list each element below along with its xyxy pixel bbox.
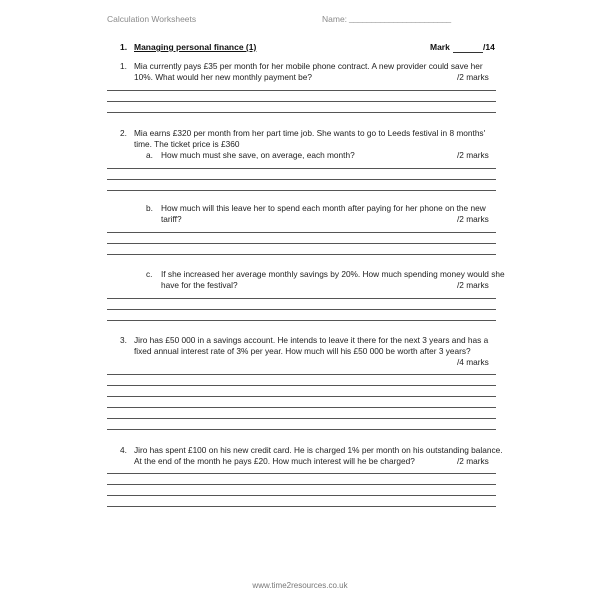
question-2-line-1: Mia earns £320 per month from her part time job. She wants to go to Leeds festival in 8 months'	[134, 128, 486, 138]
section-number: 1.	[120, 42, 128, 52]
question-3-line-2: fixed annual interest rate of 3% per year. How much will his £50 000 be worth after 3 years?	[134, 346, 471, 356]
question-4-line-1: Jiro has spent £100 on his new credit card. He is charged 1% per month on his outstanding balance.	[134, 445, 503, 455]
question-2a-marks: /2 marks	[457, 150, 489, 160]
question-3-number: 3.	[120, 335, 127, 345]
question-3-line-1: Jiro has £50 000 in a savings account. He intends to leave it there for the next 3 years and has a	[134, 335, 489, 345]
question-1-line-2: 10%. What would her new monthly payment be?	[134, 72, 313, 82]
question-2b-line-2: tariff?	[161, 214, 182, 224]
answer-line[interactable]	[107, 506, 496, 507]
answer-line[interactable]	[107, 243, 496, 244]
question-2c-line-2: have for the festival?	[161, 280, 238, 290]
answer-line[interactable]	[107, 101, 496, 102]
answer-line[interactable]	[107, 90, 496, 91]
question-2a-line-1: How much must she save, on average, each month?	[161, 150, 355, 160]
question-2-line-2: time. The ticket price is £360	[134, 139, 240, 149]
answer-line[interactable]	[107, 298, 496, 299]
answer-line[interactable]	[107, 232, 496, 233]
question-1-number: 1.	[120, 61, 127, 71]
question-3-marks: /4 marks	[457, 357, 489, 367]
worksheet-series-title: Calculation Worksheets	[107, 14, 197, 24]
mark-total: /14	[483, 42, 495, 52]
answer-line[interactable]	[107, 407, 496, 408]
question-2b-line-1: How much will this leave her to spend each month after paying for her phone on the new	[161, 203, 486, 213]
mark-label: Mark	[430, 42, 450, 52]
footer-website: www.time2resources.co.uk	[252, 581, 348, 590]
answer-line[interactable]	[107, 484, 496, 485]
question-2-number: 2.	[120, 128, 127, 138]
answer-line[interactable]	[107, 418, 496, 419]
question-2c-line-1: If she increased her average monthly savings by 20%. How much spending money would she	[161, 269, 505, 279]
answer-line[interactable]	[107, 112, 496, 113]
question-2c-marks: /2 marks	[457, 280, 489, 290]
answer-line[interactable]	[107, 254, 496, 255]
section-title: Managing personal finance (1)	[134, 42, 257, 52]
answer-line[interactable]	[107, 179, 496, 180]
question-1-marks: /2 marks	[457, 72, 489, 82]
answer-line[interactable]	[107, 429, 496, 430]
question-1-line-1: Mia currently pays £35 per month for her mobile phone contract. A new provider could save her	[134, 61, 483, 71]
answer-line[interactable]	[107, 473, 496, 474]
question-2b-marks: /2 marks	[457, 214, 489, 224]
answer-line[interactable]	[107, 495, 496, 496]
question-2a-label: a.	[146, 150, 153, 160]
question-4-marks: /2 marks	[457, 456, 489, 466]
question-2c-label: c.	[146, 269, 153, 279]
question-4-number: 4.	[120, 445, 127, 455]
name-label: Name:	[322, 14, 348, 24]
answer-line[interactable]	[107, 168, 496, 169]
mark-blank[interactable]	[453, 52, 483, 53]
answer-line[interactable]	[107, 374, 496, 375]
answer-line[interactable]	[107, 309, 496, 310]
name-field[interactable]: _______________________	[349, 13, 451, 23]
answer-line[interactable]	[107, 385, 496, 386]
answer-line[interactable]	[107, 396, 496, 397]
answer-line[interactable]	[107, 320, 496, 321]
question-4-line-2: At the end of the month he pays £20. How much interest will he be charged?	[134, 456, 415, 466]
question-2b-label: b.	[146, 203, 153, 213]
answer-line[interactable]	[107, 190, 496, 191]
